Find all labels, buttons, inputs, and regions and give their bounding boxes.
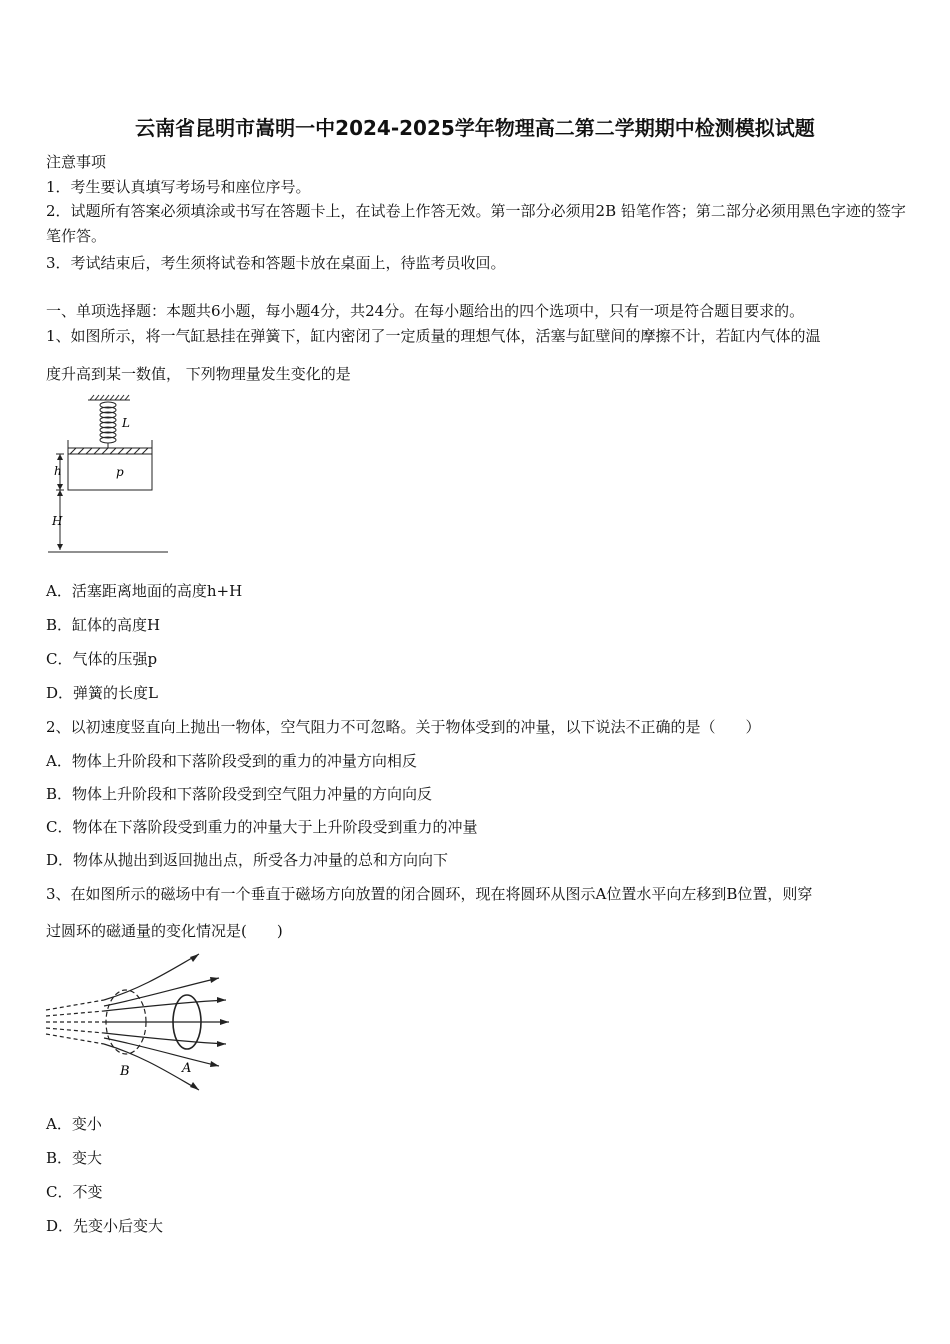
- q2-option-a: A．物体上升阶段和下落阶段受到的重力的冲量方向相反: [46, 752, 417, 770]
- q3-option-c: C．不变: [46, 1183, 103, 1201]
- q2-option-d: D．物体从抛出到返回抛出点，所受各力冲量的总和方向向下: [46, 851, 449, 869]
- q2-option-b: B．物体上升阶段和下落阶段受到空气阻力冲量的方向向反: [46, 785, 433, 803]
- notice-item-1: 1．考生要认真填写考场号和座位序号。: [46, 178, 311, 196]
- label-h: h: [54, 464, 62, 478]
- ceiling-hatch: [90, 395, 129, 400]
- q3-option-d: D．先变小后变大: [46, 1217, 164, 1235]
- q1-option-c: C．气体的压强p: [46, 650, 158, 668]
- notice-item-3: 3．考试结束后，考生须将试卷和答题卡放在桌面上，待监考员收回。: [46, 254, 506, 272]
- q3-magnetic-field-figure: [44, 948, 236, 1098]
- page-title: 云南省昆明市嵩明一中2024-2025学年物理高二第二学期期中检测模拟试题: [135, 116, 815, 140]
- q1-cylinder-figure: [40, 392, 175, 557]
- spring-coil: [100, 402, 116, 443]
- q1-option-b: B．缸体的高度H: [46, 616, 161, 634]
- q2-stem: 2、以初速度竖直向上抛出一物体，空气阻力不可忽略。关于物体受到的冲量，以下说法不正确的是（ ）: [46, 718, 761, 736]
- q1-option-a: A．活塞距离地面的高度h+H: [46, 582, 243, 600]
- q2-option-c: C．物体在下落阶段受到重力的冲量大于上升阶段受到重力的冲量: [46, 818, 478, 836]
- q3-stem-line-2: 过圆环的磁通量的变化情况是( ): [46, 922, 283, 940]
- label-p: p: [116, 465, 124, 479]
- q3-stem-line-1: 3、在如图所示的磁场中有一个垂直于磁场方向放置的闭合圆环，现在将圆环从图示A位置水平向左移到B位置，则穿: [46, 885, 813, 903]
- label-H: H: [52, 514, 63, 528]
- q3-option-b: B．变大: [46, 1149, 103, 1167]
- piston-hatch: [70, 448, 148, 454]
- notice-item-2: 2．试题所有答案必须填涂或书写在答题卡上，在试卷上作答无效。第一部分必须用2B 铅笔作答；第二部分必须用黑色字迹的签字笔作答。: [46, 202, 906, 245]
- label-B: B: [120, 1064, 130, 1079]
- q1-stem-line-1: 1、如图所示，将一气缸悬挂在弹簧下，缸内密闭了一定质量的理想气体，活塞与缸壁间的摩擦不计，若缸内气体的温: [46, 327, 821, 345]
- label-A: A: [182, 1061, 192, 1076]
- section-heading: 一、单项选择题：本题共6小题，每小题4分，共24分。在每小题给出的四个选项中，只有一项是符合题目要求的。: [46, 302, 805, 320]
- q1-stem-line-2: 度升高到某一数值， 下列物理量发生变化的是: [46, 365, 351, 383]
- q1-option-d: D．弹簧的长度L: [46, 684, 158, 702]
- q3-option-a: A．变小: [46, 1115, 102, 1133]
- notice-heading: 注意事项: [46, 153, 107, 171]
- label-L: L: [122, 416, 130, 430]
